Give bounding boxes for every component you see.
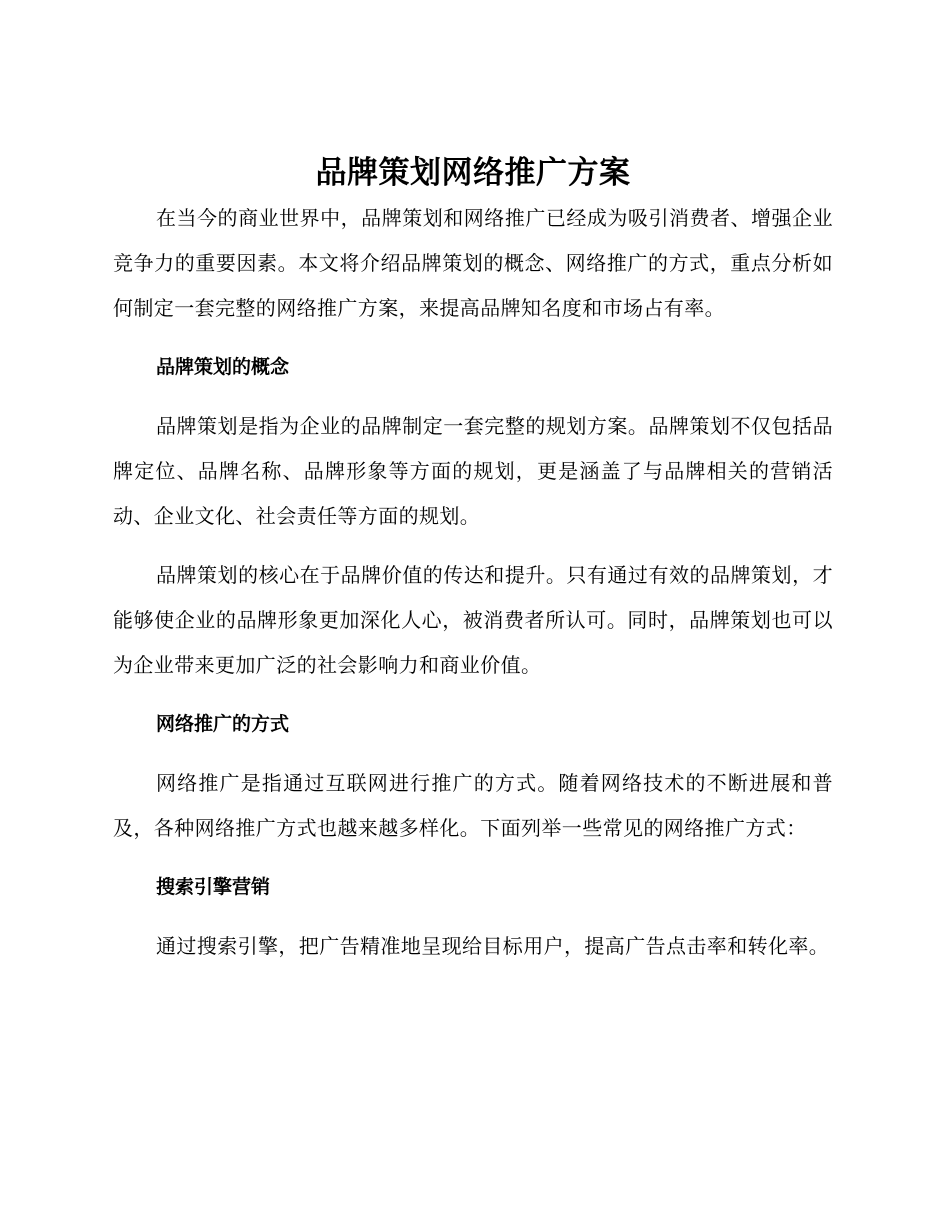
section-paragraph: 品牌策划的核心在于品牌价值的传达和提升。只有通过有效的品牌策划，才能够使企业的品牌形象更加深化人心，被消费者所认可。同时，品牌策划也可以为企业带来更加广泛的社会影响力和商业价值。 bbox=[113, 563, 833, 677]
section-heading: 品牌策划的概念 bbox=[156, 356, 290, 378]
intro-paragraph: 在当今的商业世界中，品牌策划和网络推广已经成为吸引消费者、增强企业竞争力的重要因素。本文将介绍品牌策划的概念、网络推广的方式，重点分析如何制定一套完整的网络推广方案，来提高品牌知名度和市场占有率。 bbox=[113, 206, 833, 320]
section-brand-concept bbox=[113, 345, 833, 688]
section-heading: 搜索引擎营销 bbox=[156, 876, 271, 898]
document-title: 品牌策划网络推广方案 bbox=[315, 155, 631, 191]
section-network-promotion bbox=[113, 702, 833, 851]
section-paragraph: 品牌策划是指为企业的品牌制定一套完整的规划方案。品牌策划不仅包括品牌定位、品牌名称、品牌形象等方面的规划，更是涵盖了与品牌相关的营销活动、企业文化、社会责任等方面的规划。 bbox=[113, 414, 833, 528]
section-heading: 网络推广的方式 bbox=[156, 713, 290, 735]
section-paragraph: 网络推广是指通过互联网进行推广的方式。随着网络技术的不断进展和普及，各种网络推广方式也越来越多样化。下面列举一些常见的网络推广方式： bbox=[113, 771, 833, 840]
document-page bbox=[113, 150, 833, 983]
section-paragraph: 通过搜索引擎，把广告精准地呈现给目标用户，提高广告点击率和转化率。 bbox=[156, 934, 830, 958]
section-search-engine-marketing bbox=[113, 865, 833, 969]
